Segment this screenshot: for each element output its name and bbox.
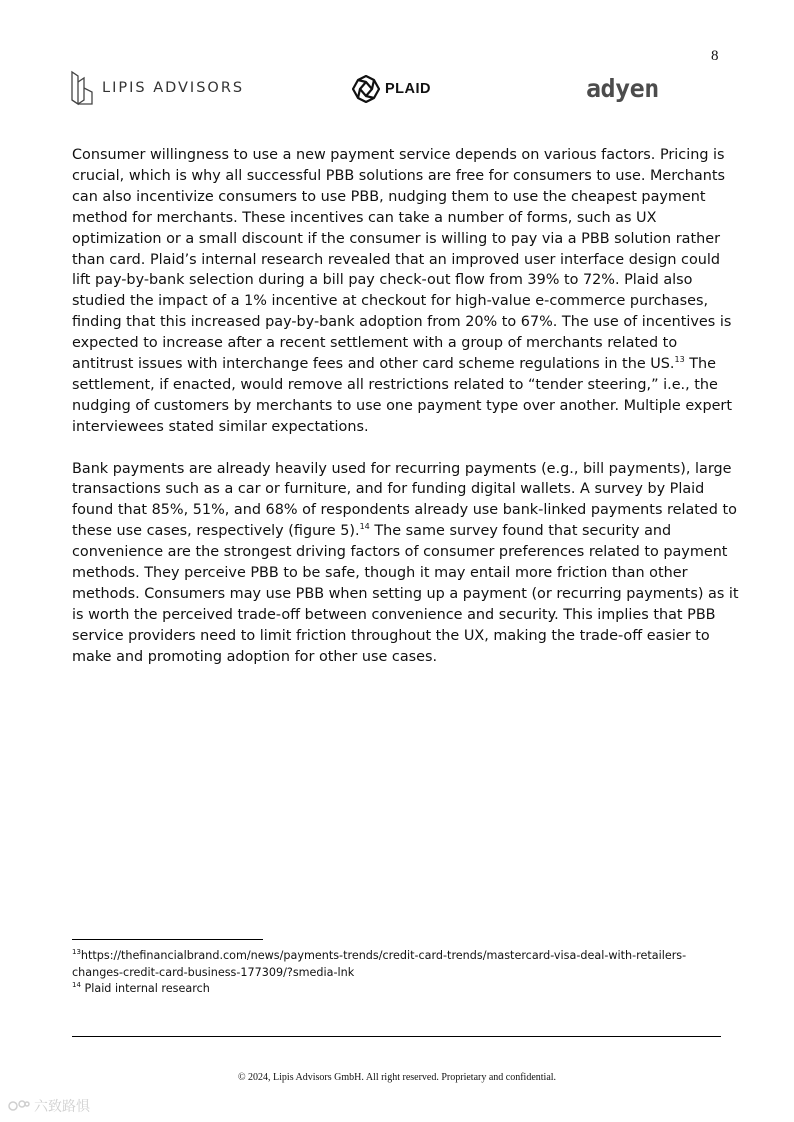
watermark-text: 六致路惧 — [34, 1099, 90, 1115]
text-line — [72, 521, 728, 542]
footnote-13[interactable] — [72, 948, 728, 965]
footer-copyright: © 2024, Lipis Advisors GmbH. All right reserved. Proprietary and confidential. — [237, 1072, 557, 1083]
text-line: is worth the perceived trade-off between convenience and security. This implies that PBB — [72, 606, 716, 623]
plaid-logo — [352, 73, 431, 105]
body-text — [72, 145, 739, 668]
text-segment: these use cases, respectively (figure 5). — [72, 523, 360, 540]
text-line: than card. Plaid’s internal research revealed that an improved user interface design could — [72, 251, 720, 268]
watermark — [8, 1096, 90, 1116]
text-line: lift pay-by-bank selection during a bill pay check-out flow from 39% to 72%. Plaid also — [72, 272, 693, 289]
text-line: optimization or a small discount if the consumer is willing to pay via a PBB solution rather — [72, 230, 721, 247]
footnote-ref-14[interactable]: 14 — [359, 522, 370, 532]
text-line: studied the impact of a 1% incentive at checkout for high-value e-commerce purchases, — [72, 293, 709, 310]
footnotes — [72, 948, 728, 998]
plaid-pattern-icon — [352, 75, 380, 103]
adyen-logo — [586, 72, 659, 104]
text-segment: The — [684, 356, 717, 373]
footnote-divider — [72, 939, 263, 940]
footnote-ref-13[interactable]: 13 — [674, 355, 685, 365]
lipis-building-icon — [70, 70, 94, 106]
footnote-13-continued[interactable]: changes-credit-card-business-177309/?smedia-lnk — [72, 965, 355, 979]
text-line: methods. Consumers may use PBB when setting up a payment (or recurring payments) as it — [72, 586, 739, 603]
footer-divider — [72, 1036, 721, 1037]
text-segment: The same survey found that security and — [369, 523, 672, 540]
text-line: convenience are the strongest driving factors of consumer preferences related to payment — [72, 544, 728, 561]
text-line: Consumer willingness to use a new payment service depends on various factors. Pricing is — [72, 147, 725, 163]
text-line: make and promoting adoption for other use cases. — [72, 648, 438, 665]
footnote-text: Plaid internal research — [80, 982, 210, 995]
paragraph-consumer-willingness — [72, 145, 732, 438]
text-line: service providers need to limit friction throughout the UX, making the trade-off easier to — [72, 627, 710, 644]
footnote-number: 13 — [72, 948, 81, 956]
footnote-number: 14 — [72, 981, 81, 989]
footnote-link[interactable]: https://thefinancialbrand.com/news/payments-trends/credit-card-trends/mastercard-visa-deal-with-retailers- — [80, 949, 687, 962]
page-number: 8 — [711, 48, 719, 64]
text-line: settlement, if enacted, would remove all restrictions related to “tender steering,” i.e., the — [72, 376, 718, 393]
lipis-advisors-logo — [70, 70, 244, 106]
text-line — [72, 354, 728, 375]
text-line: found that 85%, 51%, and 68% of respondents already use bank-linked payments related to — [72, 502, 737, 519]
lipis-wordmark: LIPIS ADVISORS — [102, 80, 245, 96]
text-line: transactions such as a car or furniture, and for funding digital wallets. A survey by Plaid — [72, 481, 705, 498]
text-line: finding that this increased pay-by-bank adoption from 20% to 67%. The use of incentives is — [72, 314, 732, 331]
adyen-wordmark: adyen — [586, 73, 659, 103]
footnote-14 — [72, 981, 728, 998]
plaid-wordmark: PLAID — [385, 81, 431, 97]
text-line: Bank payments are already heavily used for recurring payments (e.g., bill payments), large — [72, 460, 732, 477]
text-line: crucial, which is why all successful PBB solutions are free for consumers to use. Merchants — [72, 167, 725, 184]
paragraph-bank-payments — [72, 459, 739, 668]
text-line: interviewees stated similar expectations. — [72, 418, 369, 435]
text-line: can also incentivize consumers to use PBB, nudging them to use the cheapest payment — [72, 188, 706, 205]
text-line: nudging of customers by merchants to use one payment type over another. Multiple expert — [72, 397, 732, 414]
text-line: method for merchants. These incentives can take a number of forms, such as UX — [72, 209, 657, 226]
watermark-icon — [8, 1099, 30, 1113]
text-segment: antitrust issues with interchange fees and other card scheme regulations in the US. — [72, 356, 675, 373]
text-line: expected to increase after a recent settlement with a group of merchants related to — [72, 335, 678, 352]
text-line: methods. They perceive PBB to be safe, though it may entail more friction than other — [72, 565, 688, 582]
